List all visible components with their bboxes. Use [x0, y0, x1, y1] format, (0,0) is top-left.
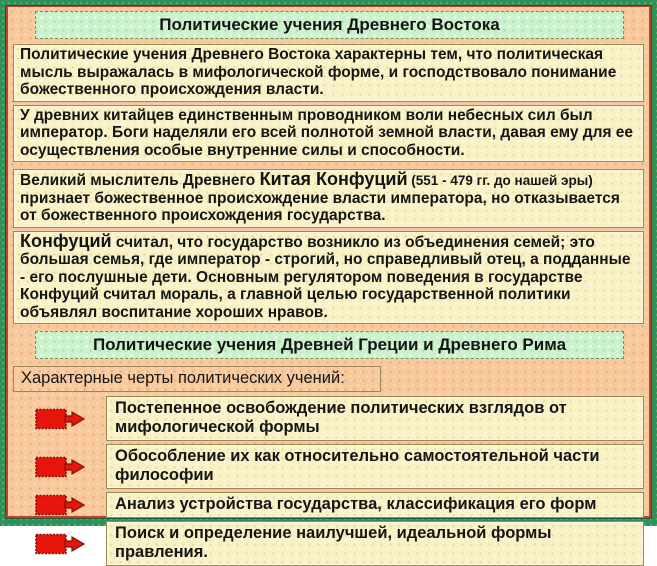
- paragraph-confucius-state: [13, 231, 644, 325]
- paragraph-text: Политические учения Древнего Востока характерны тем, что политическая мысль выражалась в мифологической форме, и господствовало понимание божественного происхождения власти.: [20, 46, 617, 98]
- bullet-cell: [13, 408, 106, 430]
- paragraph-text: признает божественное происхождение власти императора, но отказывается от божественного происхождения государства.: [20, 189, 620, 224]
- section-title-text: Политические учения Древнего Востока: [159, 15, 500, 34]
- red-arrow-right-icon: [34, 533, 86, 555]
- section-title-ancient-east: [35, 11, 624, 39]
- emphasis-text: Китая Конфуций: [259, 169, 408, 189]
- section-title-greece-rome: [35, 331, 624, 359]
- list-item: [13, 444, 644, 489]
- paragraph-text: Великий мыслитель Древнего: [20, 172, 260, 189]
- paragraph-text: считал, что государство возникло из объединения семей; это большая семья, где император - строгий, но справедливый отец, а подданные - его послушные дети. Основным регулятором поведения в государстве Конфуций считал мораль, а главной целью государственной политики объявлял воспитание хороших нравов.: [20, 233, 631, 321]
- list-item-text: Обособление их как относительно самостоятельной части философии: [115, 447, 600, 484]
- list-item-box: [106, 492, 644, 518]
- bullet-cell: [13, 494, 106, 516]
- slide-content: [6, 6, 651, 561]
- red-arrow-right-icon: [34, 408, 86, 430]
- red-arrow-right-icon: [34, 494, 86, 516]
- list-item-text: Поиск и определение наилучшей, идеальной формы правления.: [115, 524, 552, 561]
- list-item-text: Постепенное освобождение политических взглядов от мифологической формы: [115, 399, 567, 436]
- paragraph-chinese-emperor: [13, 105, 644, 163]
- list-item-text: Анализ устройства государства, классификация его форм: [115, 495, 597, 513]
- list-item-box: [106, 444, 644, 489]
- list-item: [13, 492, 644, 518]
- dates-text: (551 - 479 гг. до нашей эры): [407, 173, 593, 188]
- list-label: [13, 366, 381, 392]
- list-item-box: [106, 396, 644, 441]
- list-item-box: [106, 521, 644, 566]
- list-item: [13, 396, 644, 441]
- bullet-cell: [13, 456, 106, 478]
- bullet-cell: [13, 533, 106, 555]
- paragraph-confucius-divine: [13, 169, 644, 228]
- red-arrow-right-icon: [34, 456, 86, 478]
- list-label-text: Характерные черты политических учений:: [21, 369, 345, 387]
- paragraph-east-overview: [13, 44, 644, 102]
- paragraph-text: У древних китайцев единственным проводником воли небесных сил был император. Боги наделяли его всей полнотой земной власти, давая ему для ее осуществления особые внутренние силы и способности.: [20, 106, 634, 159]
- list-item: [13, 521, 644, 566]
- emphasis-text: Конфуций: [20, 230, 112, 251]
- section-title-text: Политические учения Древней Греции и Древнего Рима: [92, 335, 567, 354]
